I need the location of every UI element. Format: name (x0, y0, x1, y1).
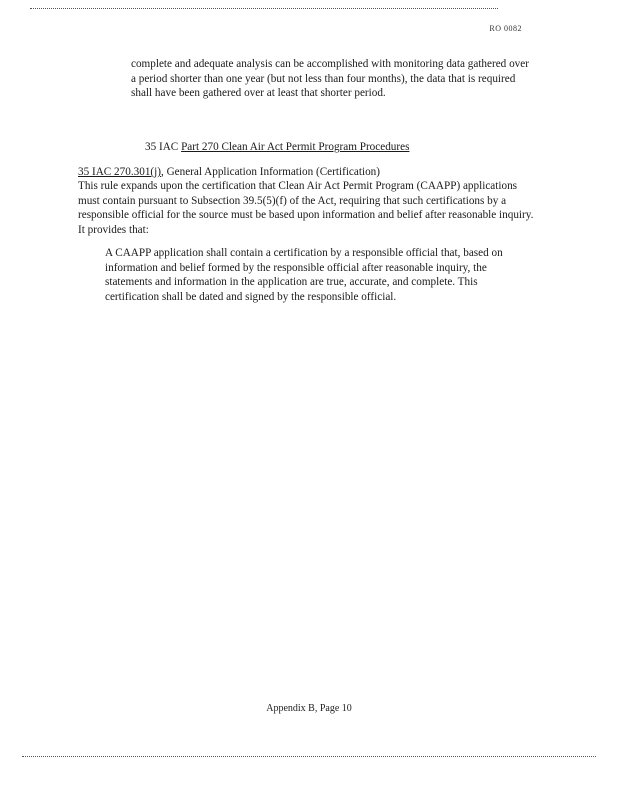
scan-edge-top (30, 8, 498, 9)
rule-title (78, 165, 380, 179)
rule-description: This rule expands upon the certification that Clean Air Act Permit Program (CAAPP) applications must contain pursuant to Subsection 39.5(5)(f) of the Act, requiring that such certifications by a responsible official for the source must be based upon information and belief after reasonable inquiry. It provides that: (78, 180, 534, 236)
section-heading (145, 140, 409, 154)
section-heading-prefix: 35 IAC (145, 141, 182, 153)
document-stamp: RO 0082 (489, 24, 522, 33)
continuation-paragraph: complete and adequate analysis can be accomplished with monitoring data gathered over a period shorter than one year (but not less than four months), the data that is required shall have been gathered over at least that shorter period. (131, 58, 529, 100)
rule-title-text: , General Application Information (Certification) (160, 166, 380, 178)
scan-edge-bottom (22, 756, 596, 757)
quoted-rule-text: A CAAPP application shall contain a certification by a responsible official that, based on information and belief formed by the responsible official after reasonable inquiry, the statements and information in the application are true, accurate, and complete. This certification shall be dated and signed by the responsible official. (105, 247, 503, 303)
page-footer: Appendix B, Page 10 (266, 703, 352, 714)
section-heading-title: Part 270 Clean Air Act Permit Program Procedures (181, 141, 410, 153)
rule-citation: 35 IAC 270.301(j) (78, 166, 161, 178)
